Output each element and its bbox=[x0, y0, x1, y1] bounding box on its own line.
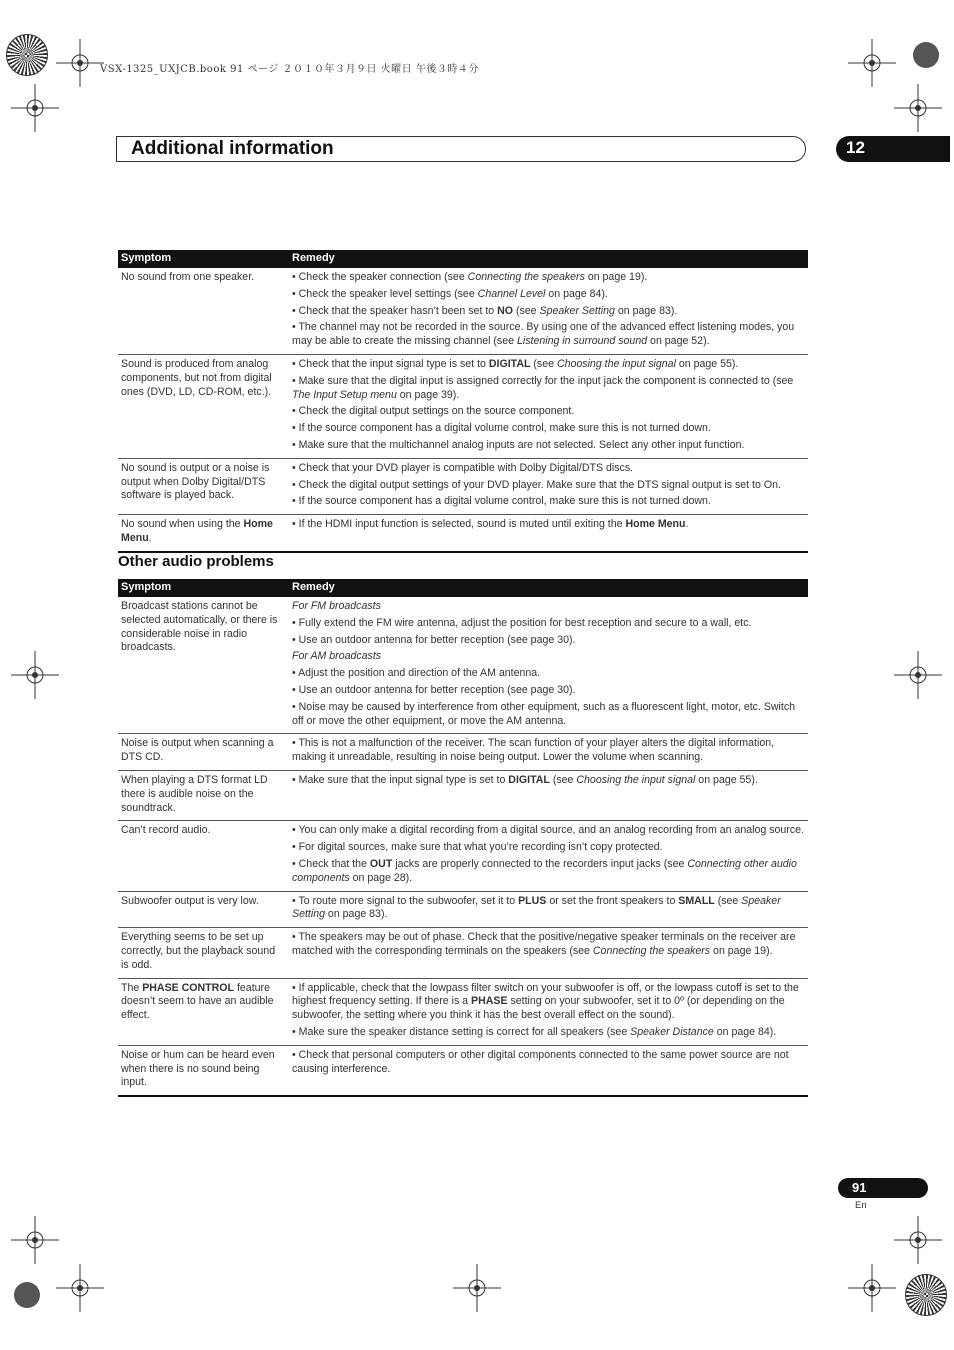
page-number-badge bbox=[838, 1178, 928, 1198]
crosshair-icon bbox=[11, 651, 59, 699]
symptom-cell bbox=[118, 978, 289, 1045]
remedy-text: • This is not a malfunction of the receiver. The scan function of your player alters the digital information, making it unreadable, resulting in noise being output. Lower the volume when scanning. bbox=[292, 737, 775, 764]
troubleshooting-table bbox=[118, 250, 808, 553]
remedy-text: • Check the speaker level settings (see bbox=[292, 287, 478, 300]
remedy-text: jacks are properly connected to the recorders input jacks (see bbox=[392, 857, 688, 870]
table-body bbox=[118, 268, 808, 552]
remedy-item bbox=[292, 518, 805, 532]
remedy-item bbox=[292, 358, 805, 372]
remedy-text: • Adjust the position and direction of the AM antenna. bbox=[292, 667, 541, 680]
chapter-title: Additional information bbox=[131, 138, 334, 159]
symptom-cell bbox=[118, 597, 289, 734]
remedy-item bbox=[292, 1049, 805, 1077]
column-header-symptom: Symptom bbox=[118, 250, 289, 268]
symptom-cell bbox=[118, 515, 289, 552]
remedy-text: • Check that your DVD player is compatible with Dolby Digital/DTS discs. bbox=[292, 461, 634, 474]
remedy-text: • For digital sources, make sure that what you’re recording isn’t copy protected. bbox=[292, 841, 663, 854]
remedy-text: • You can only make a digital recording from a digital source, and an analog recording from an analog source. bbox=[292, 824, 804, 837]
crosshair-icon bbox=[56, 1264, 104, 1312]
remedy-text: on page 28). bbox=[349, 871, 413, 884]
remedy-text: (see bbox=[513, 304, 540, 317]
remedy-text: Connecting the speakers bbox=[467, 271, 585, 283]
remedy-text: Home Menu bbox=[625, 518, 686, 531]
remedy-text: PHASE bbox=[471, 995, 508, 1008]
remedy-text: DIGITAL bbox=[508, 773, 550, 786]
remedy-text: • If applicable, check that the lowpass filter switch on your subwoofer is off, or the lowpass cutoff is set to the highest frequency setting. If there is a bbox=[292, 981, 799, 1008]
chapter-number-tab bbox=[836, 136, 950, 162]
remedy-cell bbox=[289, 597, 808, 734]
remedy-text: • Make sure that the multichannel analog inputs are not selected. Select any other input function. bbox=[292, 438, 745, 451]
remedy-cell bbox=[289, 354, 808, 458]
symptom-cell bbox=[118, 891, 289, 928]
chapter-number: 12 bbox=[846, 138, 865, 157]
remedy-text: on page 52). bbox=[647, 335, 710, 348]
remedy-item bbox=[292, 737, 805, 765]
symptom-cell bbox=[118, 268, 289, 354]
registration-mark-icon bbox=[905, 1274, 947, 1316]
table-row bbox=[118, 458, 808, 514]
symptom-cell bbox=[118, 770, 289, 820]
remedy-text: Connecting other audio components bbox=[292, 857, 797, 884]
remedy-text: SMALL bbox=[678, 894, 715, 907]
remedy-cell bbox=[289, 734, 808, 771]
remedy-text: NO bbox=[497, 304, 514, 317]
symptom-text: . bbox=[148, 531, 152, 544]
remedy-text: • Use an outdoor antenna for better reception (see page 30). bbox=[292, 633, 576, 646]
remedy-text: • Make sure that the input signal type is set to bbox=[292, 773, 509, 786]
crosshair-icon bbox=[894, 1216, 942, 1264]
remedy-item bbox=[292, 479, 805, 493]
symptom-cell bbox=[118, 1045, 289, 1096]
remedy-item bbox=[292, 858, 805, 886]
crosshair-icon bbox=[848, 1264, 896, 1312]
remedy-item bbox=[292, 405, 805, 419]
remedy-text: Speaker Distance bbox=[630, 1025, 714, 1038]
remedy-item bbox=[292, 422, 805, 436]
remedy-text: • Make sure that the digital input is assigned correctly for the input jack the component is connected to (see bbox=[292, 374, 794, 387]
remedy-cell bbox=[289, 891, 808, 928]
symptom-text: No sound when using the bbox=[121, 518, 244, 531]
remedy-item bbox=[292, 634, 805, 648]
remedy-text: DIGITAL bbox=[488, 357, 531, 370]
remedy-item bbox=[292, 650, 805, 664]
remedy-text: Speaker Setting bbox=[539, 304, 615, 317]
remedy-text: • Noise may be caused by interference from other equipment, such as a fluorescent light, motor, etc. Switch off or move the other equipment, or move the AM antenna. bbox=[292, 700, 796, 727]
crosshair-icon bbox=[894, 651, 942, 699]
symptom-text: When playing a DTS format LD there is audible noise on the soundtrack. bbox=[121, 773, 268, 814]
table-row bbox=[118, 821, 808, 891]
table-row bbox=[118, 928, 808, 978]
remedy-text: • If the source component has a digital volume control, make sure this is not turned down. bbox=[292, 495, 711, 508]
symptom-text: Sound is produced from analog components, but not from digital ones (DVD, LD, CD-ROM, etc.). bbox=[121, 357, 272, 398]
remedy-text: on page 19). bbox=[584, 271, 648, 283]
table-row bbox=[118, 1045, 808, 1096]
remedy-item bbox=[292, 667, 805, 681]
language-label: En bbox=[855, 1200, 867, 1211]
chapter-header bbox=[116, 136, 806, 162]
remedy-item bbox=[292, 375, 805, 403]
remedy-cell bbox=[289, 268, 808, 354]
remedy-text: • If the source component has a digital volume control, make sure this is not turned down. bbox=[292, 422, 711, 435]
symptom-cell bbox=[118, 821, 289, 891]
table-row bbox=[118, 734, 808, 771]
table-row bbox=[118, 891, 808, 928]
remedy-item bbox=[292, 617, 805, 631]
remedy-item bbox=[292, 774, 805, 788]
column-header-symptom: Symptom bbox=[118, 579, 289, 597]
remedy-item bbox=[292, 824, 805, 838]
crosshair-icon bbox=[894, 84, 942, 132]
page-number: 91 bbox=[852, 1180, 867, 1195]
crosshair-icon bbox=[453, 1264, 501, 1312]
remedy-item bbox=[292, 271, 805, 285]
remedy-item bbox=[292, 321, 805, 349]
remedy-text: • The speakers may be out of phase. Check that the positive/negative speaker terminals on the receiver are matched with the corresponding terminals on the speakers (see bbox=[292, 931, 796, 957]
remedy-text: • Check the digital output settings of your DVD player. Make sure that the DTS signal output is set to On. bbox=[292, 478, 781, 491]
remedy-cell bbox=[289, 821, 808, 891]
remedy-text: OUT bbox=[369, 857, 393, 870]
table-row bbox=[118, 597, 808, 734]
remedy-text: • Check that personal computers or other digital components connected to the same power source are not causing interference. bbox=[292, 1048, 789, 1075]
registration-mark-icon bbox=[6, 34, 48, 76]
symptom-text: Broadcast stations cannot be selected automatically, or there is considerable noise in radio broadcasts. bbox=[121, 600, 278, 654]
column-header-remedy: Remedy bbox=[289, 250, 808, 268]
symptom-cell bbox=[118, 928, 289, 978]
table-body bbox=[118, 597, 808, 1096]
remedy-text: Channel Level bbox=[477, 287, 546, 300]
remedy-cell bbox=[289, 458, 808, 514]
remedy-text: • If the HDMI input function is selected, sound is muted until exiting the bbox=[292, 518, 626, 531]
table-row bbox=[118, 354, 808, 458]
remedy-text: • Use an outdoor antenna for better reception (see page 30). bbox=[292, 683, 576, 696]
remedy-text: (see bbox=[530, 357, 557, 370]
remedy-text: . bbox=[685, 518, 689, 531]
symptom-text: PHASE CONTROL bbox=[142, 981, 235, 994]
remedy-text: • Check the digital output settings on the source component. bbox=[292, 405, 575, 418]
remedy-text: The Input Setup menu bbox=[292, 388, 397, 401]
remedy-text: on page 55). bbox=[695, 773, 758, 786]
remedy-text: • Check that the input signal type is set to bbox=[292, 357, 489, 370]
symptom-cell bbox=[118, 734, 289, 771]
remedy-cell bbox=[289, 770, 808, 820]
remedy-item bbox=[292, 895, 805, 923]
symptom-text: Subwoofer output is very low. bbox=[121, 894, 259, 907]
remedy-text: • Check that the speaker hasn’t been set to bbox=[292, 304, 498, 317]
remedy-text: on page 55). bbox=[675, 357, 739, 370]
symptom-cell bbox=[118, 354, 289, 458]
remedy-text: • Fully extend the FM wire antenna, adjust the position for best reception and secure to a wall, etc. bbox=[292, 616, 752, 629]
print-slug: VSX-1325_UXJCB.book 91 ページ ２０１０年３月９日 火曜日 午後３時４分 bbox=[100, 64, 479, 75]
registration-mark-icon bbox=[913, 42, 939, 68]
remedy-text: Choosing the input signal bbox=[576, 773, 696, 786]
crosshair-icon bbox=[56, 39, 104, 87]
symptom-text: Home Menu bbox=[121, 518, 273, 544]
remedy-text: on page 83). bbox=[614, 304, 678, 317]
crosshair-icon bbox=[11, 84, 59, 132]
remedy-text: setting on your subwoofer, set it to 0º (or depending on the subwoofer, the setting where you think it has the best overall effect on the sound). bbox=[292, 995, 785, 1022]
remedy-item bbox=[292, 684, 805, 698]
symptom-cell bbox=[118, 458, 289, 514]
remedy-text: • Make sure the speaker distance setting is correct for all speakers (see bbox=[292, 1025, 631, 1038]
other-audio-problems-table bbox=[118, 579, 808, 1097]
registration-mark-icon bbox=[14, 1282, 40, 1308]
remedy-item bbox=[292, 439, 805, 453]
table-row bbox=[118, 515, 808, 552]
table-row bbox=[118, 770, 808, 820]
symptom-text: Can’t record audio. bbox=[121, 824, 211, 837]
table-row bbox=[118, 978, 808, 1045]
remedy-item bbox=[292, 288, 805, 302]
remedy-item bbox=[292, 1026, 805, 1040]
remedy-text: (see bbox=[714, 894, 742, 907]
remedy-text: or set the front speakers to bbox=[546, 894, 679, 907]
symptom-text: No sound is output or a noise is output when Dolby Digital/DTS software is played back. bbox=[121, 461, 270, 502]
remedy-text: (see bbox=[549, 773, 577, 786]
section-title: Other audio problems bbox=[118, 553, 274, 570]
remedy-text: • The channel may not be recorded in the source. By using one of the advanced effect listening modes, you may be able to create the missing channel (see bbox=[292, 321, 795, 348]
remedy-item bbox=[292, 495, 805, 509]
remedy-text: Listening in surround sound bbox=[516, 335, 648, 348]
remedy-text: on page 84). bbox=[713, 1025, 777, 1038]
remedy-text: • To route more signal to the subwoofer, set it to bbox=[292, 894, 519, 907]
remedy-item bbox=[292, 841, 805, 855]
remedy-text: For FM broadcasts bbox=[292, 600, 381, 612]
symptom-text: Noise is output when scanning a DTS CD. bbox=[121, 737, 274, 764]
remedy-item bbox=[292, 462, 805, 476]
crosshair-icon bbox=[11, 1216, 59, 1264]
remedy-text: Connecting the speakers bbox=[592, 944, 711, 957]
column-header-remedy: Remedy bbox=[289, 579, 808, 597]
symptom-text: feature doesn’t seem to have an audible effect. bbox=[121, 981, 274, 1022]
table-row bbox=[118, 268, 808, 354]
symptom-text: Everything seems to be set up correctly, but the playback sound is odd. bbox=[121, 931, 276, 971]
symptom-text: Noise or hum can be heard even when there is no sound being input. bbox=[121, 1048, 275, 1089]
remedy-text: on page 83). bbox=[324, 908, 388, 921]
remedy-text: • Check the speaker connection (see bbox=[292, 271, 468, 283]
symptom-text: No sound from one speaker. bbox=[121, 271, 255, 283]
remedy-text: Choosing the input signal bbox=[556, 357, 676, 370]
remedy-cell bbox=[289, 1045, 808, 1096]
remedy-text: on page 84). bbox=[545, 287, 608, 300]
remedy-text: PLUS bbox=[518, 894, 547, 907]
remedy-item bbox=[292, 982, 805, 1023]
remedy-text: on page 39). bbox=[396, 388, 460, 401]
remedy-cell bbox=[289, 978, 808, 1045]
symptom-text: The bbox=[121, 981, 143, 994]
remedy-text: • Check that the bbox=[292, 857, 370, 870]
remedy-cell bbox=[289, 928, 808, 978]
remedy-cell bbox=[289, 515, 808, 552]
remedy-item bbox=[292, 701, 805, 729]
remedy-text: Speaker Setting bbox=[292, 894, 781, 921]
remedy-item bbox=[292, 305, 805, 319]
remedy-item bbox=[292, 931, 805, 959]
remedy-item bbox=[292, 600, 805, 614]
crosshair-icon bbox=[848, 39, 896, 87]
remedy-text: on page 19). bbox=[710, 944, 773, 957]
remedy-text: For AM broadcasts bbox=[292, 650, 382, 663]
